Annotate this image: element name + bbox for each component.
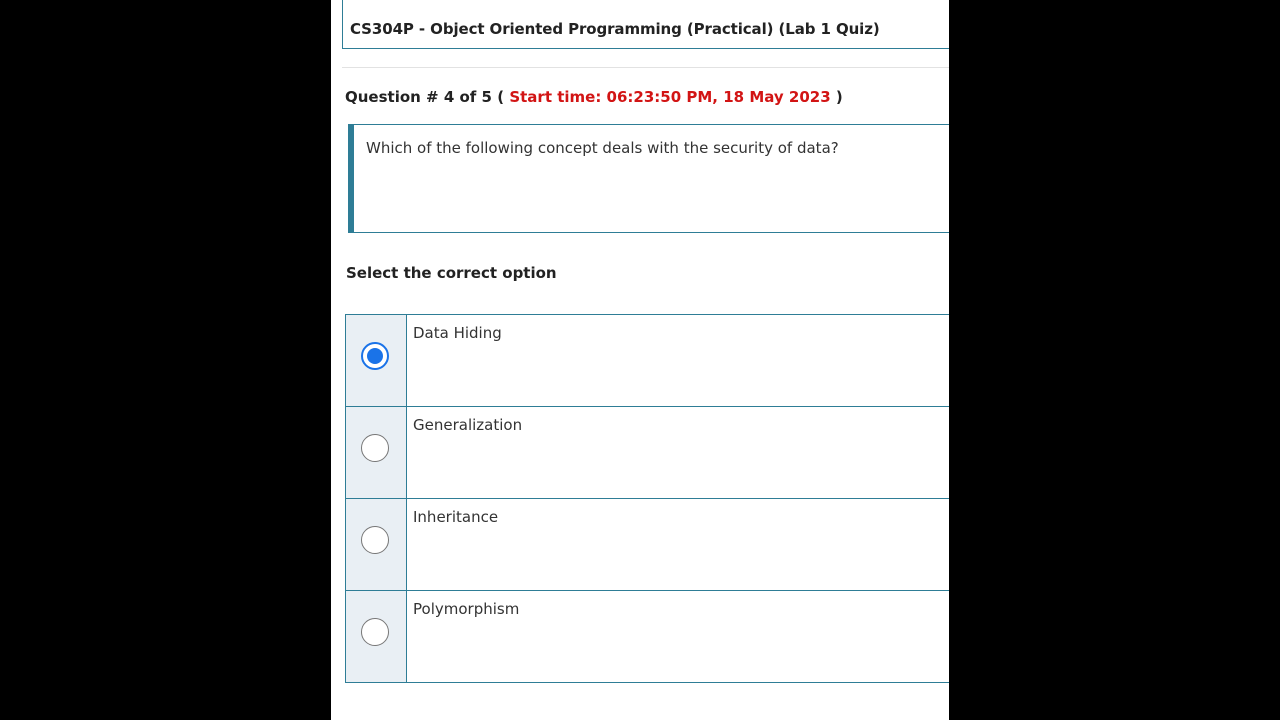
radio-cell: [346, 499, 407, 590]
question-counter: Question # 4 of 5: [345, 88, 492, 106]
radio-cell: [346, 591, 407, 682]
radio-dot: [367, 348, 383, 364]
radio-button[interactable]: [361, 526, 389, 554]
paren-close: ): [835, 88, 843, 106]
select-option-label: Select the correct option: [346, 264, 557, 282]
start-time: Start time: 06:23:50 PM, 18 May 2023: [509, 88, 831, 106]
quiz-page: [331, 0, 949, 720]
question-header: [345, 88, 843, 106]
radio-button-selected[interactable]: [361, 342, 389, 370]
question-text: Which of the following concept deals with the security of data?: [366, 139, 839, 157]
paren-open: (: [497, 88, 505, 106]
course-header: [342, 0, 949, 49]
option-label[interactable]: Data Hiding: [413, 324, 502, 342]
option-data-hiding[interactable]: [346, 315, 949, 407]
question-box: [348, 124, 949, 233]
option-label[interactable]: Polymorphism: [413, 600, 520, 618]
options-list: [345, 314, 949, 683]
option-label[interactable]: Generalization: [413, 416, 523, 434]
radio-button[interactable]: [361, 434, 389, 462]
radio-button[interactable]: [361, 618, 389, 646]
option-generalization[interactable]: [346, 407, 949, 499]
option-label[interactable]: Inheritance: [413, 508, 499, 526]
radio-cell: [346, 315, 407, 406]
option-inheritance[interactable]: [346, 499, 949, 591]
divider: [342, 67, 949, 68]
radio-cell: [346, 407, 407, 498]
option-polymorphism[interactable]: [346, 591, 949, 683]
course-title: CS304P - Object Oriented Programming (Practical) (Lab 1 Quiz): [350, 20, 880, 38]
